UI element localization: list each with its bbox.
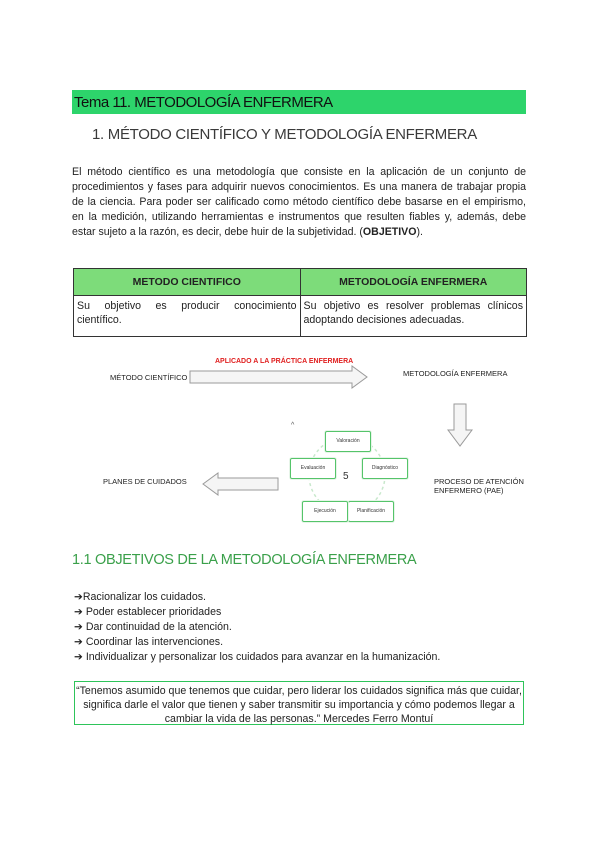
list-item: ➔ Poder establecer prioridades [74,606,222,618]
quote-box: “Tenemos asumido que tenemos que cuidar, pero liderar los cuidados significa más que cuidar, significa darle el valor que tienen y saber transmitir su importancia y cómo podemos llegar a cambiar la vida de las personas.” Mercedes Ferro Montuí [74,681,524,725]
paragraph-end: ). [416,226,423,238]
intro-paragraph [72,165,526,240]
list-item: ➔ Dar continuidad de la atención. [74,621,232,633]
planes-label: PLANES DE CUIDADOS [103,477,187,486]
metodo-label: MÉTODO CIENTÍFICO [110,373,188,382]
left-arrow-shape [203,473,278,495]
list-item: ➔ Individualizar y personalizar los cuidados para avanzar en la humanización. [74,651,441,663]
node-evaluacion: Evaluación [290,458,336,479]
objectives-list [74,590,440,665]
proceso-label: PROCESO DE ATENCIÓN ENFERMERO (PAE) [434,477,524,495]
cycle-circle [309,437,385,513]
table-cell-metodo: Su objetivo es producir conocimiento científico. [74,296,301,337]
table-header-metodo: METODO CIENTIFICO [74,269,301,296]
table-header-metodologia: METODOLOGÍA ENFERMERA [300,269,527,296]
paragraph-bold: OBJETIVO [362,226,417,238]
cycle-center: 5 [343,471,349,482]
section-heading: 1. MÉTODO CIENTÍFICO Y METODOLOGÍA ENFERMERA [92,126,477,143]
subsection-heading: 1.1 OBJETIVOS DE LA METODOLOGÍA ENFERMERA [72,552,417,568]
list-item: ➔Racionalizar los cuidados. [74,591,206,603]
right-arrow-shape [190,366,367,388]
node-ejecucion: Ejecución [302,501,348,522]
down-arrow-shape [448,404,472,446]
node-diagnostico: Diagnóstico [362,458,408,479]
metodologia-label: METODOLOGÍA ENFERMERA [403,369,508,378]
arrow-label: APLICADO A LA PRÁCTICA ENFERMERA [215,358,354,365]
table-cell-metodologia: Su objetivo es resolver problemas clínicos adoptando decisiones adecuadas. [300,296,527,337]
comparison-table [73,268,527,337]
cycle-mark: ^ [291,422,295,429]
node-valoracion: Valoración [325,431,371,452]
paragraph-text: El método científico es una metodología que consiste en la aplicación de un conjunto de procedimientos y fases para adquirir nuevos conocimientos. Es una manera de trabajar propia de la ciencia. Para poder ser calificado como método científico debe basarse en el empirismo, en la medición, utilizando herramientas e instrumentos que resulten fiables y, además, debe estar sujeto a la razón, es decir, debe huir de la subjetividad. ( [72,166,526,238]
node-planificacion: Planificación [348,501,394,522]
list-item: ➔ Coordinar las intervenciones. [74,636,224,648]
page-title: Tema 11. METODOLOGÍA ENFERMERA [72,90,526,114]
